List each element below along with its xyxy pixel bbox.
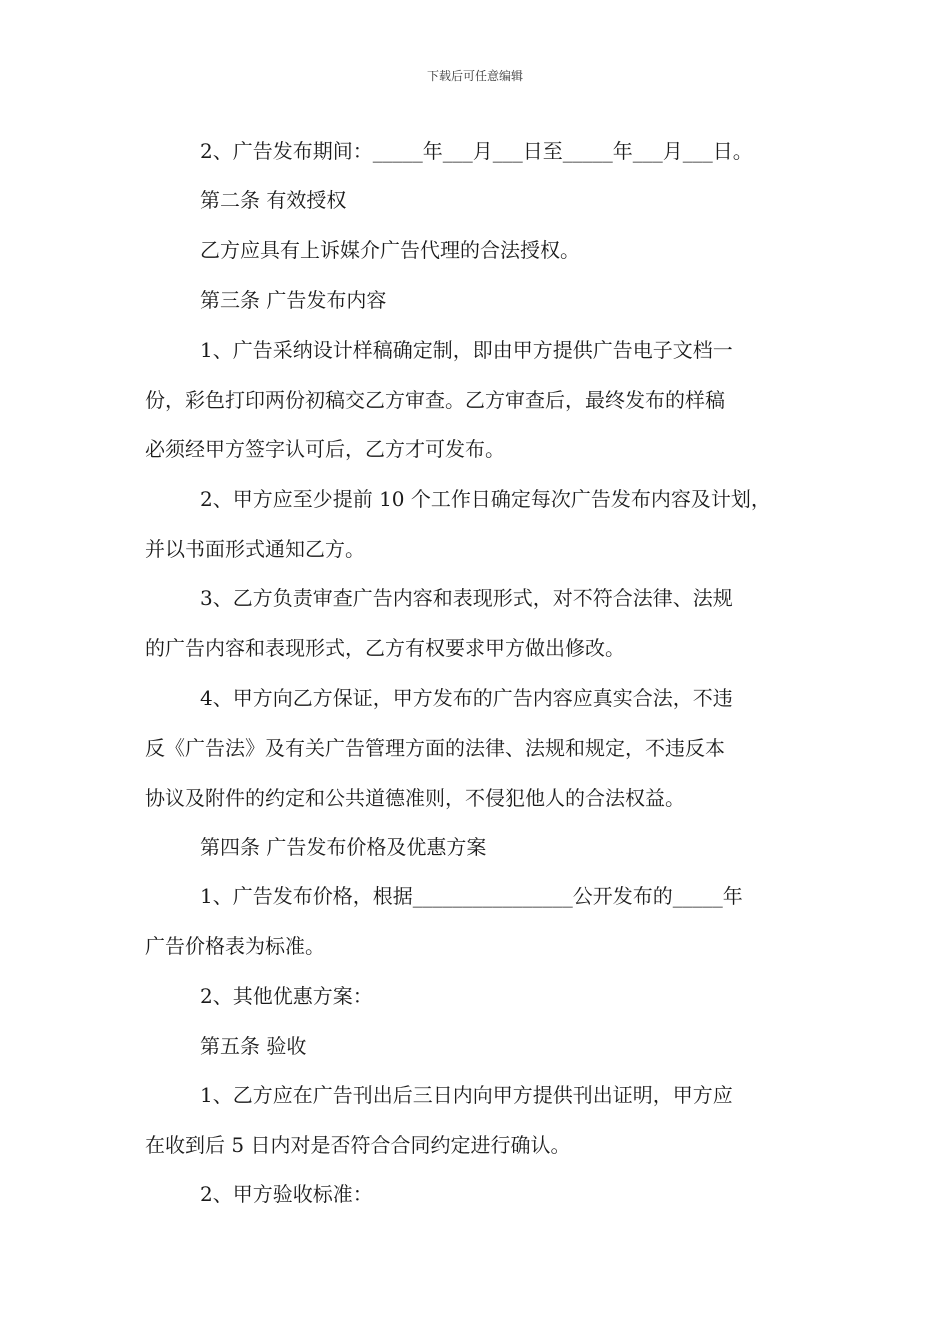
article-5-item-1-line-2: 在收到后 5 日内对是否符合合同约定进行确认。 bbox=[145, 1133, 571, 1157]
article-3-item-2-line-2: 并以书面形式通知乙方。 bbox=[145, 537, 365, 561]
page-header: 下载后可任意编辑 bbox=[426, 69, 523, 83]
article-3-item-4-line-3: 协议及附件的约定和公共道德准则，不侵犯他人的合法权益。 bbox=[145, 786, 685, 810]
article-3-item-4-line-1: 4、甲方向乙方保证，甲方发布的广告内容应真实合法，不违 bbox=[200, 686, 733, 710]
article-2-heading: 第二条 有效授权 bbox=[200, 188, 347, 212]
article-4-heading: 第四条 广告发布价格及优惠方案 bbox=[200, 835, 487, 859]
clause-2-publish-period: 2、广告发布期间：_____年___月___日至_____年___月___日。 bbox=[200, 139, 753, 163]
article-2-text: 乙方应具有上诉媒介广告代理的合法授权。 bbox=[200, 238, 580, 262]
article-3-item-2-line-1: 2、甲方应至少提前 10 个工作日确定每次广告发布内容及计划， bbox=[200, 487, 771, 511]
article-3-item-4-line-2: 反《广告法》及有关广告管理方面的法律、法规和规定，不违反本 bbox=[145, 736, 725, 760]
article-5-heading: 第五条 验收 bbox=[200, 1034, 307, 1058]
article-3-heading: 第三条 广告发布内容 bbox=[200, 288, 387, 312]
article-3-item-3-line-2: 的广告内容和表现形式，乙方有权要求甲方做出修改。 bbox=[145, 636, 625, 660]
article-5-item-2: 2、甲方验收标准： bbox=[200, 1182, 373, 1206]
article-3-item-1-line-2: 份，彩色打印两份初稿交乙方审查。乙方审查后，最终发布的样稿 bbox=[145, 388, 725, 412]
article-4-item-2: 2、其他优惠方案： bbox=[200, 984, 373, 1008]
article-4-item-1-line-1: 1、广告发布价格，根据________________公开发布的_____年 bbox=[200, 884, 743, 908]
article-3-item-3-line-1: 3、乙方负责审查广告内容和表现形式，对不符合法律、法规 bbox=[200, 586, 733, 610]
article-3-item-1-line-3: 必须经甲方签字认可后，乙方才可发布。 bbox=[145, 437, 505, 461]
article-5-item-1-line-1: 1、乙方应在广告刊出后三日内向甲方提供刊出证明，甲方应 bbox=[200, 1083, 733, 1107]
article-3-item-1-line-1: 1、广告采纳设计样稿确定制，即由甲方提供广告电子文档一 bbox=[200, 338, 733, 362]
article-4-item-1-line-2: 广告价格表为标准。 bbox=[145, 934, 325, 958]
